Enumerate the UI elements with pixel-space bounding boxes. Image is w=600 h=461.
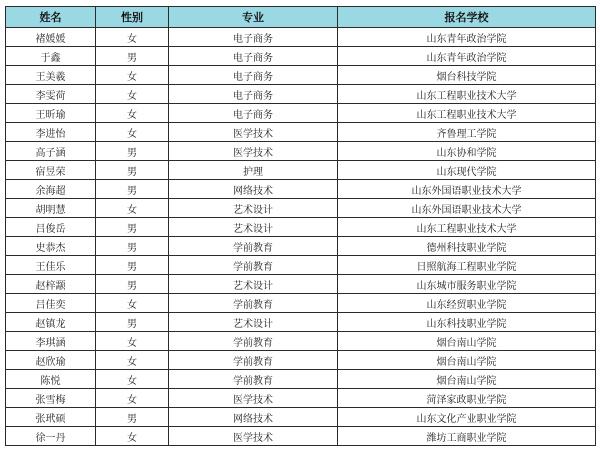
- cell-school: 烟台南山学院: [338, 332, 596, 351]
- table-row: [6, 275, 596, 294]
- table-row: [6, 294, 596, 313]
- cell-major: 医学技术: [169, 123, 338, 142]
- cell-gender: 女: [96, 370, 169, 389]
- cell-gender: 男: [96, 275, 169, 294]
- cell-name: 张雪梅: [6, 389, 96, 408]
- cell-name: 李雯荷: [6, 85, 96, 104]
- cell-gender: 男: [96, 47, 169, 66]
- cell-major: 学前教育: [169, 332, 338, 351]
- cell-gender: 男: [96, 161, 169, 180]
- table-row: [6, 47, 596, 66]
- cell-gender: 女: [96, 332, 169, 351]
- table-row: [6, 408, 596, 427]
- cell-major: 学前教育: [169, 294, 338, 313]
- cell-school: 烟台南山学院: [338, 370, 596, 389]
- table-row: [6, 389, 596, 408]
- cell-school: 山东现代学院: [338, 161, 596, 180]
- table-row: [6, 256, 596, 275]
- cell-gender: 男: [96, 180, 169, 199]
- cell-school: 菏泽家政职业学院: [338, 389, 596, 408]
- column-header-major: 专业: [169, 7, 338, 28]
- cell-gender: 男: [96, 256, 169, 275]
- table-row: [6, 218, 596, 237]
- enrollment-table-container: [5, 6, 595, 446]
- cell-name: 王昕瑜: [6, 104, 96, 123]
- cell-school: 山东外国语职业技术大学: [338, 180, 596, 199]
- cell-gender: 女: [96, 199, 169, 218]
- table-row: [6, 28, 596, 47]
- cell-name: 吕佳奕: [6, 294, 96, 313]
- cell-gender: 男: [96, 142, 169, 161]
- cell-gender: 女: [96, 66, 169, 85]
- cell-gender: 女: [96, 123, 169, 142]
- cell-name: 王佳乐: [6, 256, 96, 275]
- cell-major: 学前教育: [169, 256, 338, 275]
- cell-gender: 女: [96, 427, 169, 446]
- cell-name: 徐一丹: [6, 427, 96, 446]
- cell-major: 艺术设计: [169, 313, 338, 332]
- cell-school: 齐鲁理工学院: [338, 123, 596, 142]
- cell-gender: 女: [96, 351, 169, 370]
- cell-school: 山东青年政治学院: [338, 28, 596, 47]
- cell-major: 学前教育: [169, 237, 338, 256]
- table-row: [6, 199, 596, 218]
- cell-major: 电子商务: [169, 85, 338, 104]
- cell-school: 山东城市服务职业学院: [338, 275, 596, 294]
- table-row: [6, 142, 596, 161]
- table-row: [6, 104, 596, 123]
- cell-school: 山东工程职业技术大学: [338, 218, 596, 237]
- cell-gender: 女: [96, 28, 169, 47]
- cell-major: 电子商务: [169, 47, 338, 66]
- table-row: [6, 180, 596, 199]
- table-row: [6, 161, 596, 180]
- cell-school: 山东青年政治学院: [338, 47, 596, 66]
- cell-gender: 女: [96, 104, 169, 123]
- cell-major: 医学技术: [169, 142, 338, 161]
- cell-major: 电子商务: [169, 28, 338, 47]
- cell-major: 艺术设计: [169, 218, 338, 237]
- cell-gender: 男: [96, 237, 169, 256]
- cell-name: 赵欣瑜: [6, 351, 96, 370]
- cell-gender: 男: [96, 218, 169, 237]
- cell-school: 山东工程职业技术大学: [338, 85, 596, 104]
- cell-major: 学前教育: [169, 351, 338, 370]
- cell-name: 陈悦: [6, 370, 96, 389]
- cell-school: 日照航海工程职业学院: [338, 256, 596, 275]
- table-row: [6, 237, 596, 256]
- enrollment-table: [5, 6, 596, 446]
- cell-name: 余海超: [6, 180, 96, 199]
- cell-school: 山东外国语职业技术大学: [338, 199, 596, 218]
- cell-name: 赵梓颥: [6, 275, 96, 294]
- table-row: [6, 66, 596, 85]
- cell-name: 高子涵: [6, 142, 96, 161]
- cell-name: 李琪涵: [6, 332, 96, 351]
- column-header-school: 报名学校: [338, 7, 596, 28]
- table-row: [6, 427, 596, 446]
- cell-school: 德州科技职业学院: [338, 237, 596, 256]
- cell-school: 山东工程职业技术大学: [338, 104, 596, 123]
- column-header-gender: 性别: [96, 7, 169, 28]
- cell-major: 护理: [169, 161, 338, 180]
- cell-name: 王美羲: [6, 66, 96, 85]
- column-header-name: 姓名: [6, 7, 96, 28]
- cell-major: 电子商务: [169, 104, 338, 123]
- cell-name: 张玳硕: [6, 408, 96, 427]
- table-row: [6, 370, 596, 389]
- table-row: [6, 351, 596, 370]
- cell-school: 山东文化产业职业学院: [338, 408, 596, 427]
- cell-gender: 女: [96, 389, 169, 408]
- table-row: [6, 123, 596, 142]
- table-body: [6, 28, 596, 446]
- cell-major: 医学技术: [169, 427, 338, 446]
- cell-major: 艺术设计: [169, 275, 338, 294]
- cell-major: 学前教育: [169, 370, 338, 389]
- cell-school: 烟台科技学院: [338, 66, 596, 85]
- cell-school: 山东经贸职业学院: [338, 294, 596, 313]
- cell-name: 胡明慧: [6, 199, 96, 218]
- table-row: [6, 85, 596, 104]
- cell-gender: 女: [96, 294, 169, 313]
- cell-name: 宿昱荣: [6, 161, 96, 180]
- cell-name: 于鑫: [6, 47, 96, 66]
- cell-major: 网络技术: [169, 408, 338, 427]
- table-row: [6, 313, 596, 332]
- cell-major: 艺术设计: [169, 199, 338, 218]
- cell-name: 赵镇龙: [6, 313, 96, 332]
- cell-name: 吕俊岳: [6, 218, 96, 237]
- cell-name: 褚媛媛: [6, 28, 96, 47]
- cell-major: 网络技术: [169, 180, 338, 199]
- cell-name: 李进怡: [6, 123, 96, 142]
- cell-name: 史恭杰: [6, 237, 96, 256]
- cell-gender: 男: [96, 408, 169, 427]
- cell-school: 潍坊工商职业学院: [338, 427, 596, 446]
- table-header-row: [6, 7, 596, 28]
- cell-gender: 男: [96, 313, 169, 332]
- cell-school: 烟台南山学院: [338, 351, 596, 370]
- table-row: [6, 332, 596, 351]
- cell-major: 医学技术: [169, 389, 338, 408]
- cell-school: 山东科技职业学院: [338, 313, 596, 332]
- cell-school: 山东协和学院: [338, 142, 596, 161]
- cell-major: 电子商务: [169, 66, 338, 85]
- cell-gender: 女: [96, 85, 169, 104]
